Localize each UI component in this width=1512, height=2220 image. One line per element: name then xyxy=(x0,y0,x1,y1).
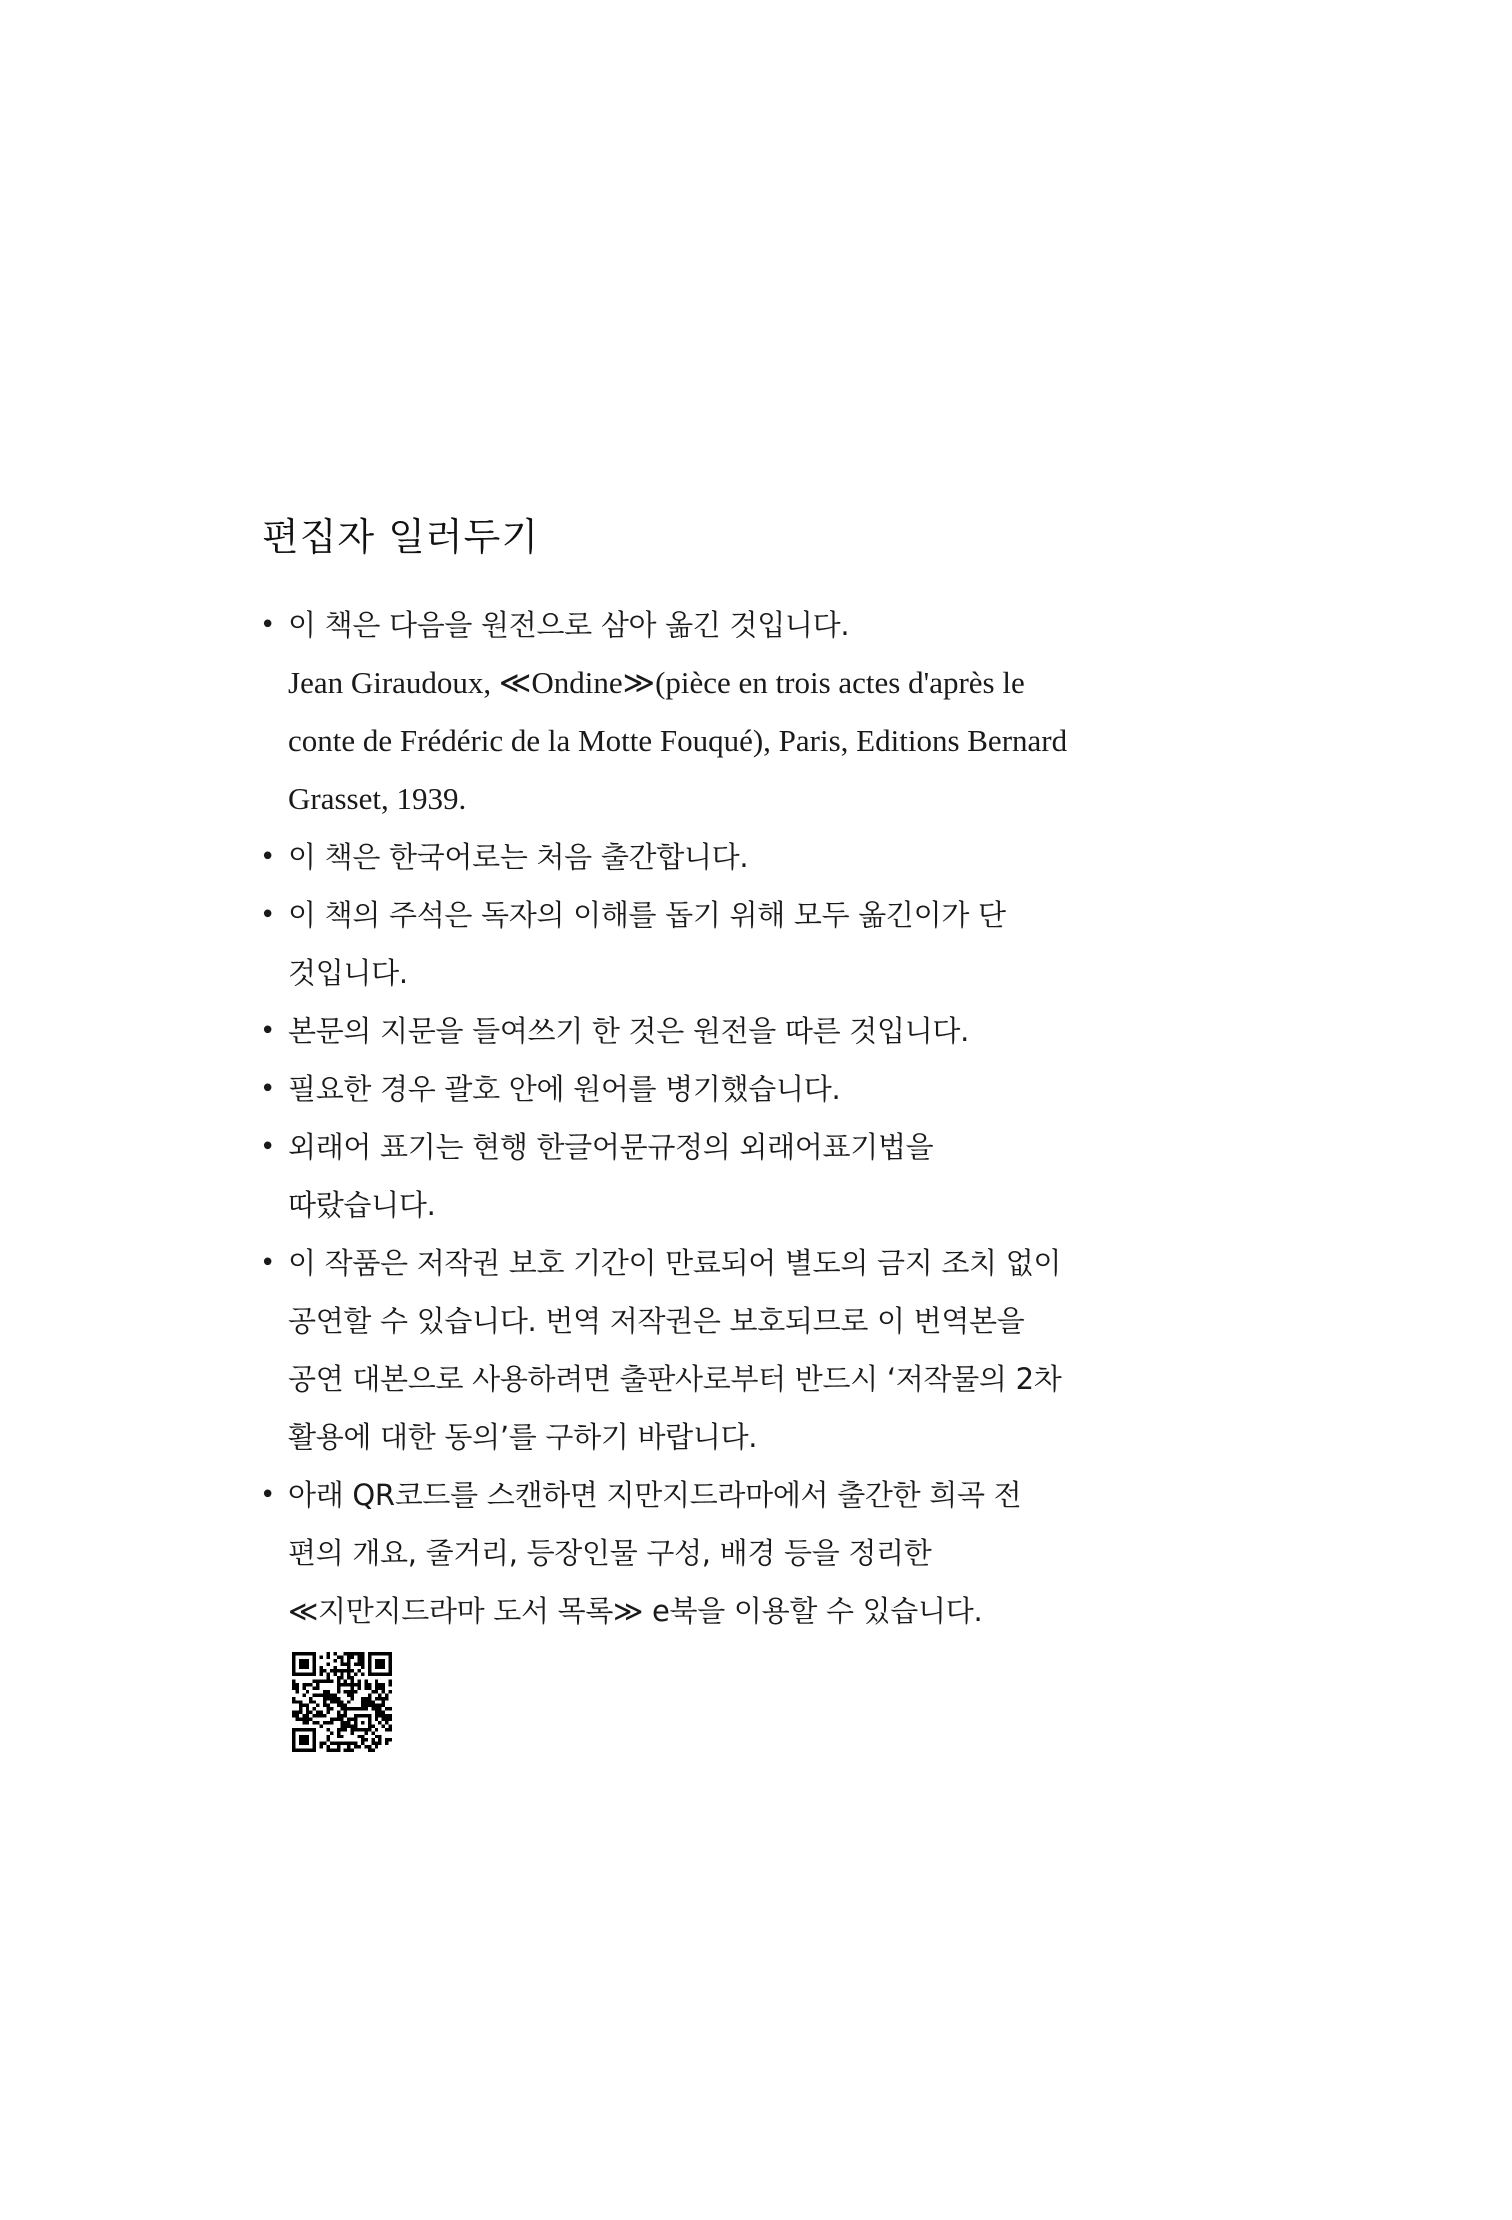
note-line: 본문의 지문을 들여쓰기 한 것은 원전을 따른 것입니다. xyxy=(288,1014,970,1048)
note-line: 공연할 수 있습니다. 번역 저작권은 보호되므로 이 번역본을 xyxy=(288,1304,1025,1338)
note-line: 것입니다. xyxy=(288,956,408,990)
bullet-icon: • xyxy=(260,1480,276,1510)
bullet-icon: • xyxy=(260,1132,276,1162)
list-item xyxy=(258,828,1228,886)
qr-code-icon[interactable] xyxy=(292,1652,392,1752)
editor-notes-list xyxy=(258,596,1228,1640)
note-line: Jean Giraudoux, ≪Ondine≫(pièce en trois actes d'après le xyxy=(288,665,1025,700)
list-item xyxy=(258,596,1228,828)
bullet-icon: • xyxy=(260,900,276,930)
page-title: 편집자 일러두기 xyxy=(262,515,540,559)
list-item xyxy=(258,1466,1228,1640)
note-line: 외래어 표기는 현행 한글어문규정의 외래어표기법을 xyxy=(288,1130,934,1164)
note-line: 아래 QR코드를 스캔하면 지만지드라마에서 출간한 희곡 전 xyxy=(288,1478,1022,1512)
note-line: 이 책의 주석은 독자의 이해를 돕기 위해 모두 옮긴이가 단 xyxy=(288,898,1006,932)
note-line: conte de Frédéric de la Motte Fouqué), Paris, Editions Bernard xyxy=(288,723,1068,758)
note-line: 이 책은 다음을 원전으로 삼아 옮긴 것입니다. xyxy=(288,608,850,642)
note-line: 필요한 경우 괄호 안에 원어를 병기했습니다. xyxy=(288,1072,841,1106)
list-item xyxy=(258,886,1228,1002)
note-line: 따랐습니다. xyxy=(288,1188,436,1222)
note-line: 활용에 대한 동의’를 구하기 바랍니다. xyxy=(288,1420,758,1454)
list-item xyxy=(258,1118,1228,1234)
note-line: Grasset, 1939. xyxy=(288,781,467,816)
note-line: 이 책은 한국어로는 처음 출간합니다. xyxy=(288,840,749,874)
bullet-icon: • xyxy=(260,842,276,872)
note-line: 편의 개요, 줄거리, 등장인물 구성, 배경 등을 정리한 xyxy=(288,1536,932,1570)
list-item xyxy=(258,1234,1228,1466)
list-item xyxy=(258,1060,1228,1118)
bullet-icon: • xyxy=(260,1016,276,1046)
bullet-icon: • xyxy=(260,1074,276,1104)
qr-code-graphic xyxy=(292,1652,392,1752)
list-item xyxy=(258,1002,1228,1060)
note-line: 이 작품은 저작권 보호 기간이 만료되어 별도의 금지 조치 없이 xyxy=(288,1246,1062,1280)
note-line: ≪지만지드라마 도서 목록≫ e북을 이용할 수 있습니다. xyxy=(288,1594,983,1628)
bullet-icon: • xyxy=(260,610,276,640)
bullet-icon: • xyxy=(260,1248,276,1278)
note-line: 공연 대본으로 사용하려면 출판사로부터 반드시 ‘저작물의 2차 xyxy=(288,1362,1062,1396)
